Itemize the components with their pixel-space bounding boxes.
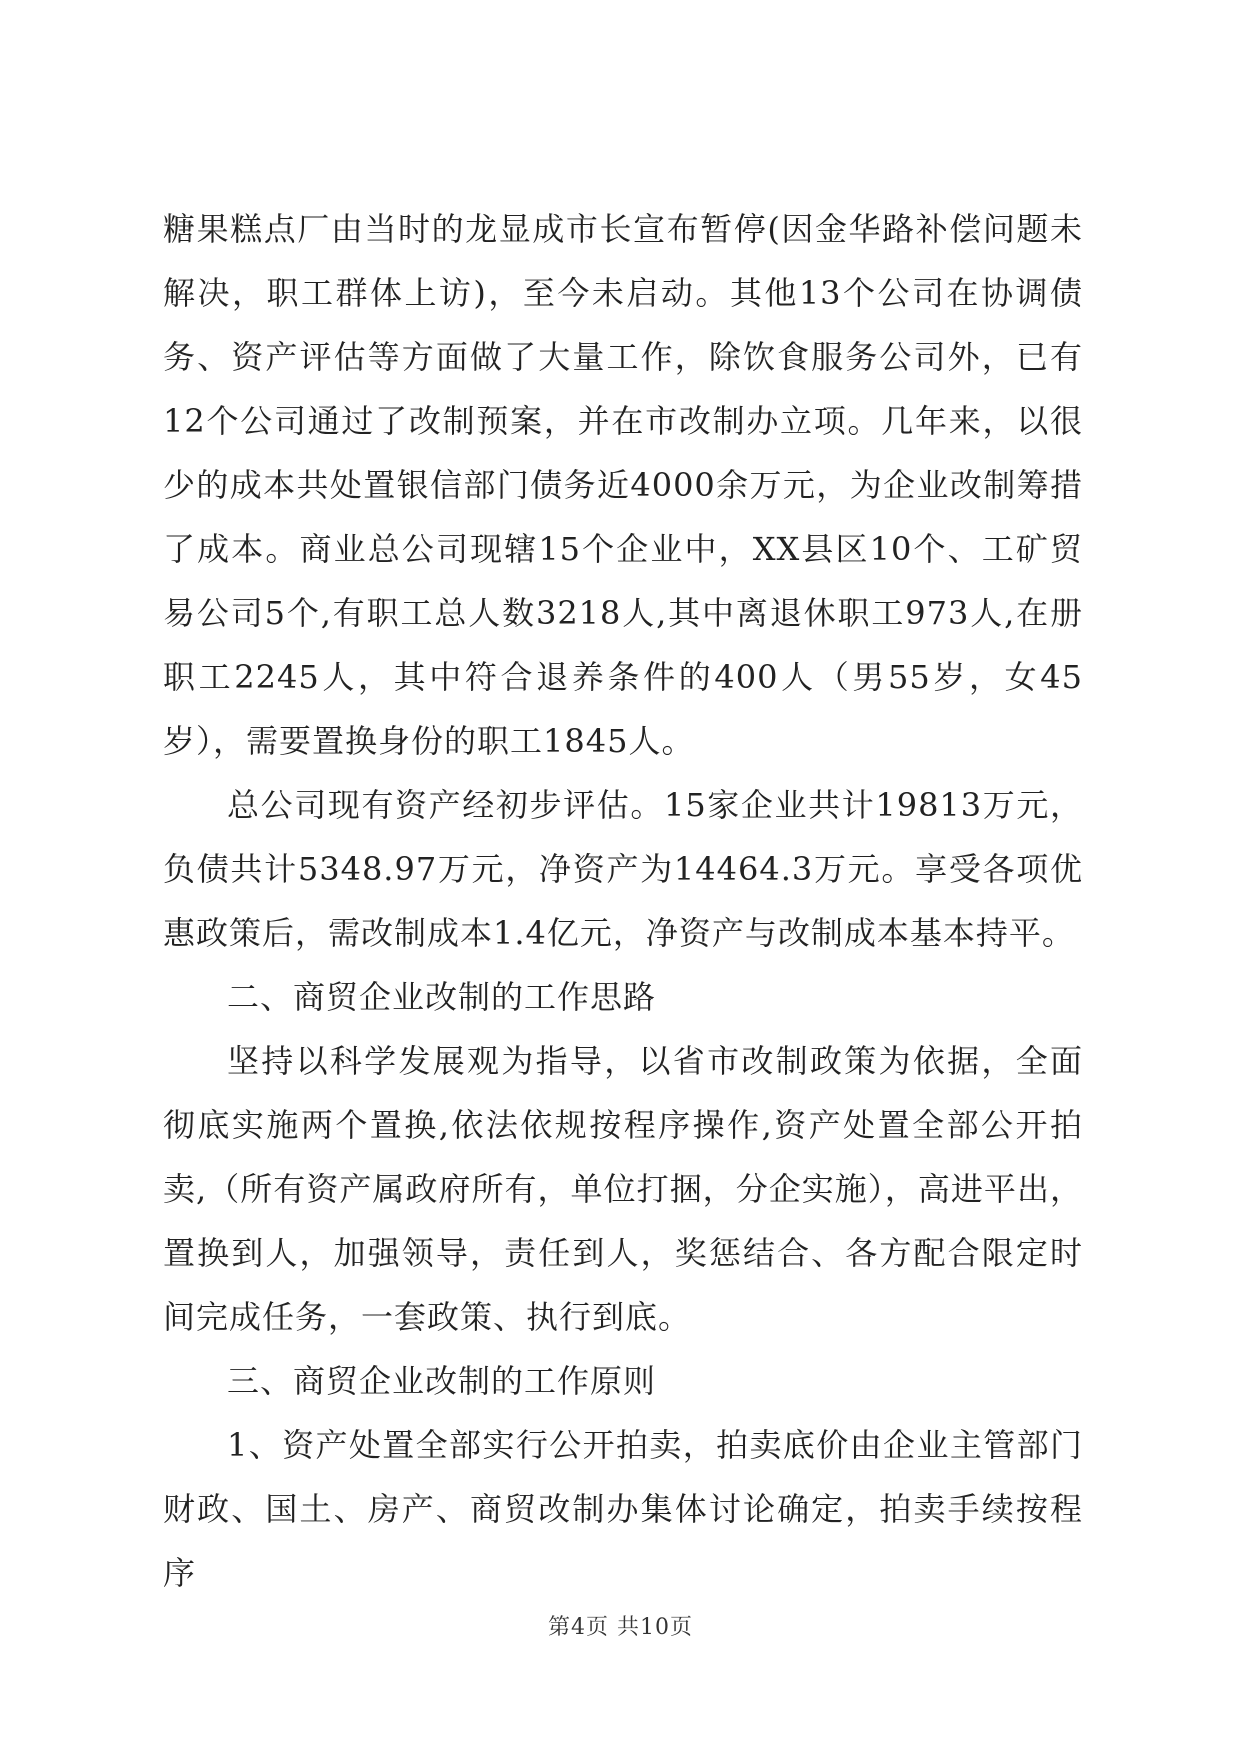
document-body: [163, 197, 1083, 1605]
section-heading-work-approach: 二、商贸企业改制的工作思路: [227, 978, 657, 1016]
paragraph-asset-assessment: 总公司现有资产经初步评估。15家企业共计19813万元，负债共计5348.97万元，净资产为14464.3万元。享受各项优惠政策后，需改制成本1.4亿元，净资产与改制成本基本持平。: [163, 786, 1083, 952]
section-heading-work-principles: 三、商贸企业改制的工作原则: [227, 1362, 657, 1400]
paragraph-enterprise-status: 糖果糕点厂由当时的龙显成市长宣布暂停(因金华路补偿问题未解决，职工群体上访)，至今未启动。其他13个公司在协调债务、资产评估等方面做了大量工作，除饮食服务公司外，已有12个公司通过了改制预案，并在市改制办立项。几年来，以很少的成本共处置银信部门债务近4000余万元，为企业改制筹措了成本。商业总公司现辖15个企业中，XX县区10个、工矿贸易公司5个,有职工总人数3218人,其中离退休职工973人,在册职工2245人，其中符合退养条件的400人（男55岁，女45岁），需要置换身份的职工1845人。: [163, 210, 1083, 760]
page-number-footer: 第4页 共10页: [548, 1615, 693, 1640]
paragraph-work-approach: 坚持以科学发展观为指导，以省市改制政策为依据，全面彻底实施两个置换,依法依规按程序操作,资产处置全部公开拍卖,（所有资产属政府所有，单位打捆，分企实施），高进平出，置换到人，加强领导，责任到人，奖惩结合、各方配合限定时间完成任务，一套政策、执行到底。: [163, 1042, 1083, 1336]
paragraph-principle-1: 1、资产处置全部实行公开拍卖，拍卖底价由企业主管部门财政、国土、房产、商贸改制办集体讨论确定，拍卖手续按程序: [163, 1426, 1083, 1592]
